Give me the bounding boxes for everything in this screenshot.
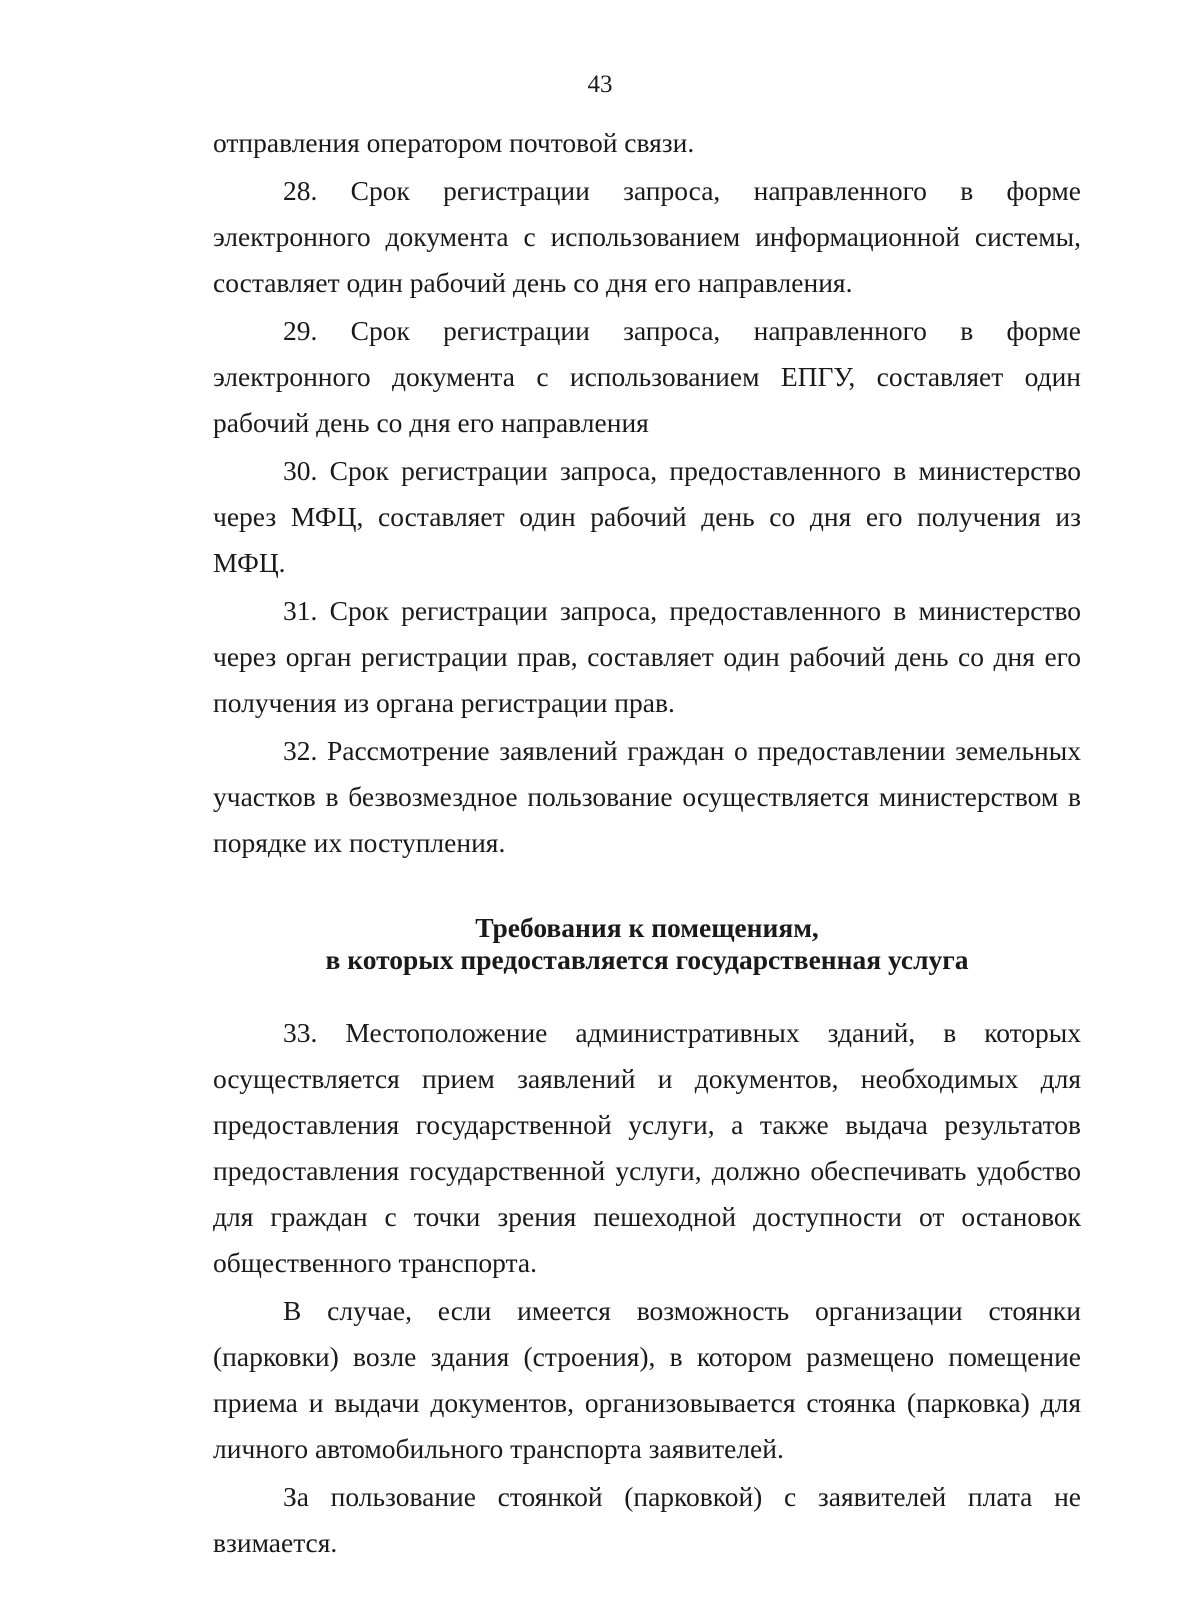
section-heading — [213, 912, 1081, 976]
paragraph-33: 33. Местоположение административных зданий, в которых осуществляется прием заявлений и документов, необходимых для предоставления государственной услуги, а также выдача результатов предоставления государственной услуги, должно обеспечивать удобство для граждан с точки зрения пешеходной доступности от остановок общественного транспорта. — [213, 1017, 1081, 1278]
paragraph-continuation: отправления оператором почтовой связи. — [213, 127, 695, 158]
page-number: 43 — [587, 71, 613, 98]
section-heading-line-2: в которых предоставляется государственная услуга — [325, 944, 969, 975]
paragraph-parking-fee: За пользование стоянкой (парковкой) с заявителей плата не взимается. — [213, 1481, 1081, 1558]
section-heading-line-1: Требования к помещениям, — [475, 912, 819, 943]
document-body — [213, 120, 1081, 1568]
paragraph-32: 32. Рассмотрение заявлений граждан о предоставлении земельных участков в безвозмездное пользование осуществляется министерством в порядке их поступления. — [213, 735, 1081, 858]
paragraph-29: 29. Срок регистрации запроса, направленного в форме электронного документа с использованием ЕПГУ, составляет один рабочий день со дня его направления — [213, 315, 1081, 438]
paragraph-30: 30. Срок регистрации запроса, предоставленного в министерство через МФЦ, составляет один рабочий день со дня его получения из МФЦ. — [213, 455, 1081, 578]
paragraph-parking: В случае, если имеется возможность организации стоянки (парковки) возле здания (строения), в котором размещено помещение приема и выдачи документов, организовывается стоянка (парковка) для личного автомобильного транспорта заявителей. — [213, 1295, 1081, 1464]
paragraph-28: 28. Срок регистрации запроса, направленного в форме электронного документа с использованием информационной системы, составляет один рабочий день со дня его направления. — [213, 175, 1081, 298]
paragraph-31: 31. Срок регистрации запроса, предоставленного в министерство через орган регистрации прав, составляет один рабочий день со дня его получения из органа регистрации прав. — [213, 595, 1081, 718]
